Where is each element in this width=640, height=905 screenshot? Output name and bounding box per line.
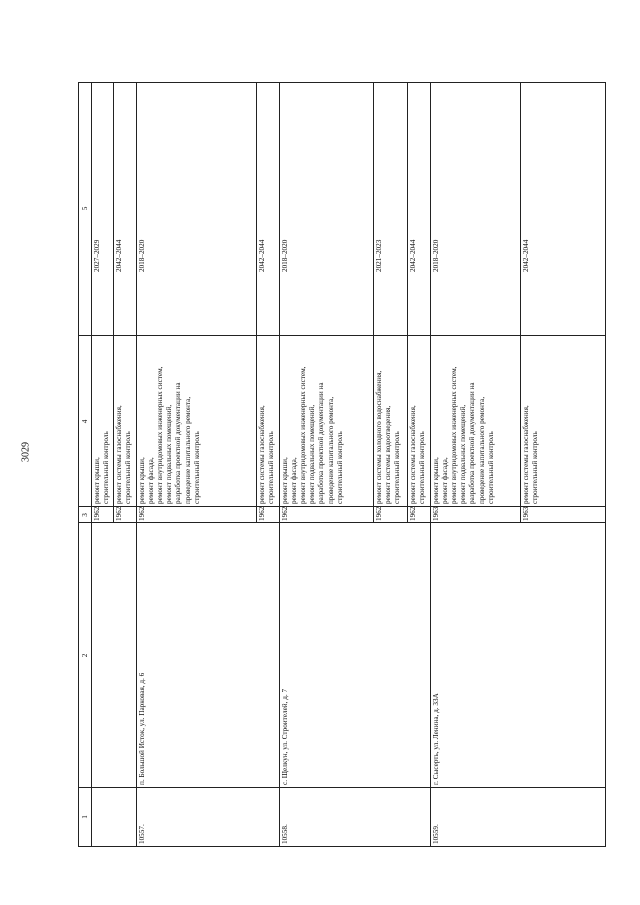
work-item: ремонт системы газоснабжения, [258,405,266,504]
house-number: 10558. [281,824,289,844]
build-year: 1962 [93,506,101,521]
work-item: ремонт подвальных помещений, [459,404,468,504]
column-header-5: 5 [81,206,89,211]
repair-period: 2042–2044 [258,239,266,272]
work-item: строительный контроль [335,431,344,504]
column-header-1: 1 [81,815,89,819]
repair-period: 2027–2029 [93,239,101,272]
work-item: проведение капитального ремонта, [183,396,192,504]
row-divider [407,82,408,523]
build-year: 1963 [522,506,530,521]
column-header-3: 3 [81,513,89,517]
repair-period: 2042–2044 [522,239,530,272]
build-year: 1962 [138,506,146,521]
house-divider [136,523,137,846]
build-year: 1962 [281,506,289,521]
house-divider [279,523,280,846]
work-item: строительный контроль [486,431,495,504]
work-item: строительный контроль [267,431,276,504]
work-item: ремонт крыши, [138,457,146,504]
column-header-2: 2 [81,653,89,658]
row-divider [430,82,431,523]
house-number: 10557. [138,824,146,844]
work-item: строительный контроль [124,431,133,504]
build-year: 1962 [258,506,266,521]
work-item: разработка проектной документации на [174,382,183,504]
table-viewport [78,82,606,847]
work-item: ремонт крыши, [93,457,101,504]
work-item: строительный контроль [102,431,111,504]
repair-period: 2042–2044 [115,239,123,272]
work-item: строительный контроль [418,431,427,504]
build-year: 1962 [375,506,383,521]
work-item: проведение капитального ремонта, [326,396,335,504]
build-year: 1962 [409,506,417,521]
repair-period: 2042–2044 [409,239,417,272]
row-divider [113,82,114,523]
work-item: ремонт фасада, [147,457,156,504]
work-item: ремонт системы газоснабжения, [522,405,530,504]
work-item: ремонт системы водоотведения, [384,405,393,504]
work-item: проведение капитального ремонта, [477,396,486,504]
work-item: строительный контроль [531,431,540,504]
build-year: 1962 [115,506,123,521]
house-divider [430,523,431,846]
repair-period: 2018–2020 [281,239,289,272]
work-item: ремонт внутридомовых инженерных систем, [156,366,165,504]
work-item: строительный контроль [192,431,201,504]
work-item: ремонт системы газоснабжения, [409,405,417,504]
page-number: 3029 [20,442,32,462]
house-address: г. Сысерть, ул. Ленина, д. 33А [432,693,440,785]
row-divider [136,82,137,523]
work-item: ремонт фасада, [441,457,450,504]
work-item: ремонт внутридомовых инженерных систем, [299,366,308,504]
repair-period: 2018–2020 [138,239,146,272]
repair-period: 2021–2023 [375,239,383,272]
work-item: ремонт крыши, [281,457,289,504]
build-year: 1963 [432,506,440,521]
work-item: ремонт крыши, [432,457,440,504]
row-divider [373,82,374,523]
row-divider [520,82,521,523]
column-header-4: 4 [81,419,89,424]
house-address: с. Щелкун, ул. Строителей, д. 7 [281,688,289,785]
work-item: ремонт внутридомовых инженерных систем, [450,366,459,504]
column-divider [79,787,606,788]
column-divider [79,522,606,523]
work-item: разработка проектной документации на [317,382,326,504]
column-divider [79,335,606,336]
work-item: ремонт подвальных помещений, [165,404,174,504]
header-divider [91,82,92,846]
work-item: ремонт системы газоснабжения, [115,405,123,504]
work-item: ремонт подвальных помещений, [308,404,317,504]
work-item: строительный контроль [393,431,402,504]
house-address: п. Большой Исток, ул. Парковая, д. 6 [138,672,146,785]
row-divider [256,82,257,523]
repair-schedule-table [78,82,606,847]
work-item: ремонт фасада, [290,457,299,504]
house-number: 10559. [432,824,440,844]
work-item: разработка проектной документации на [468,382,477,504]
repair-period: 2018–2020 [432,239,440,272]
row-divider [279,82,280,523]
work-item: ремонт системы холодного водоснабжения, [375,370,383,504]
